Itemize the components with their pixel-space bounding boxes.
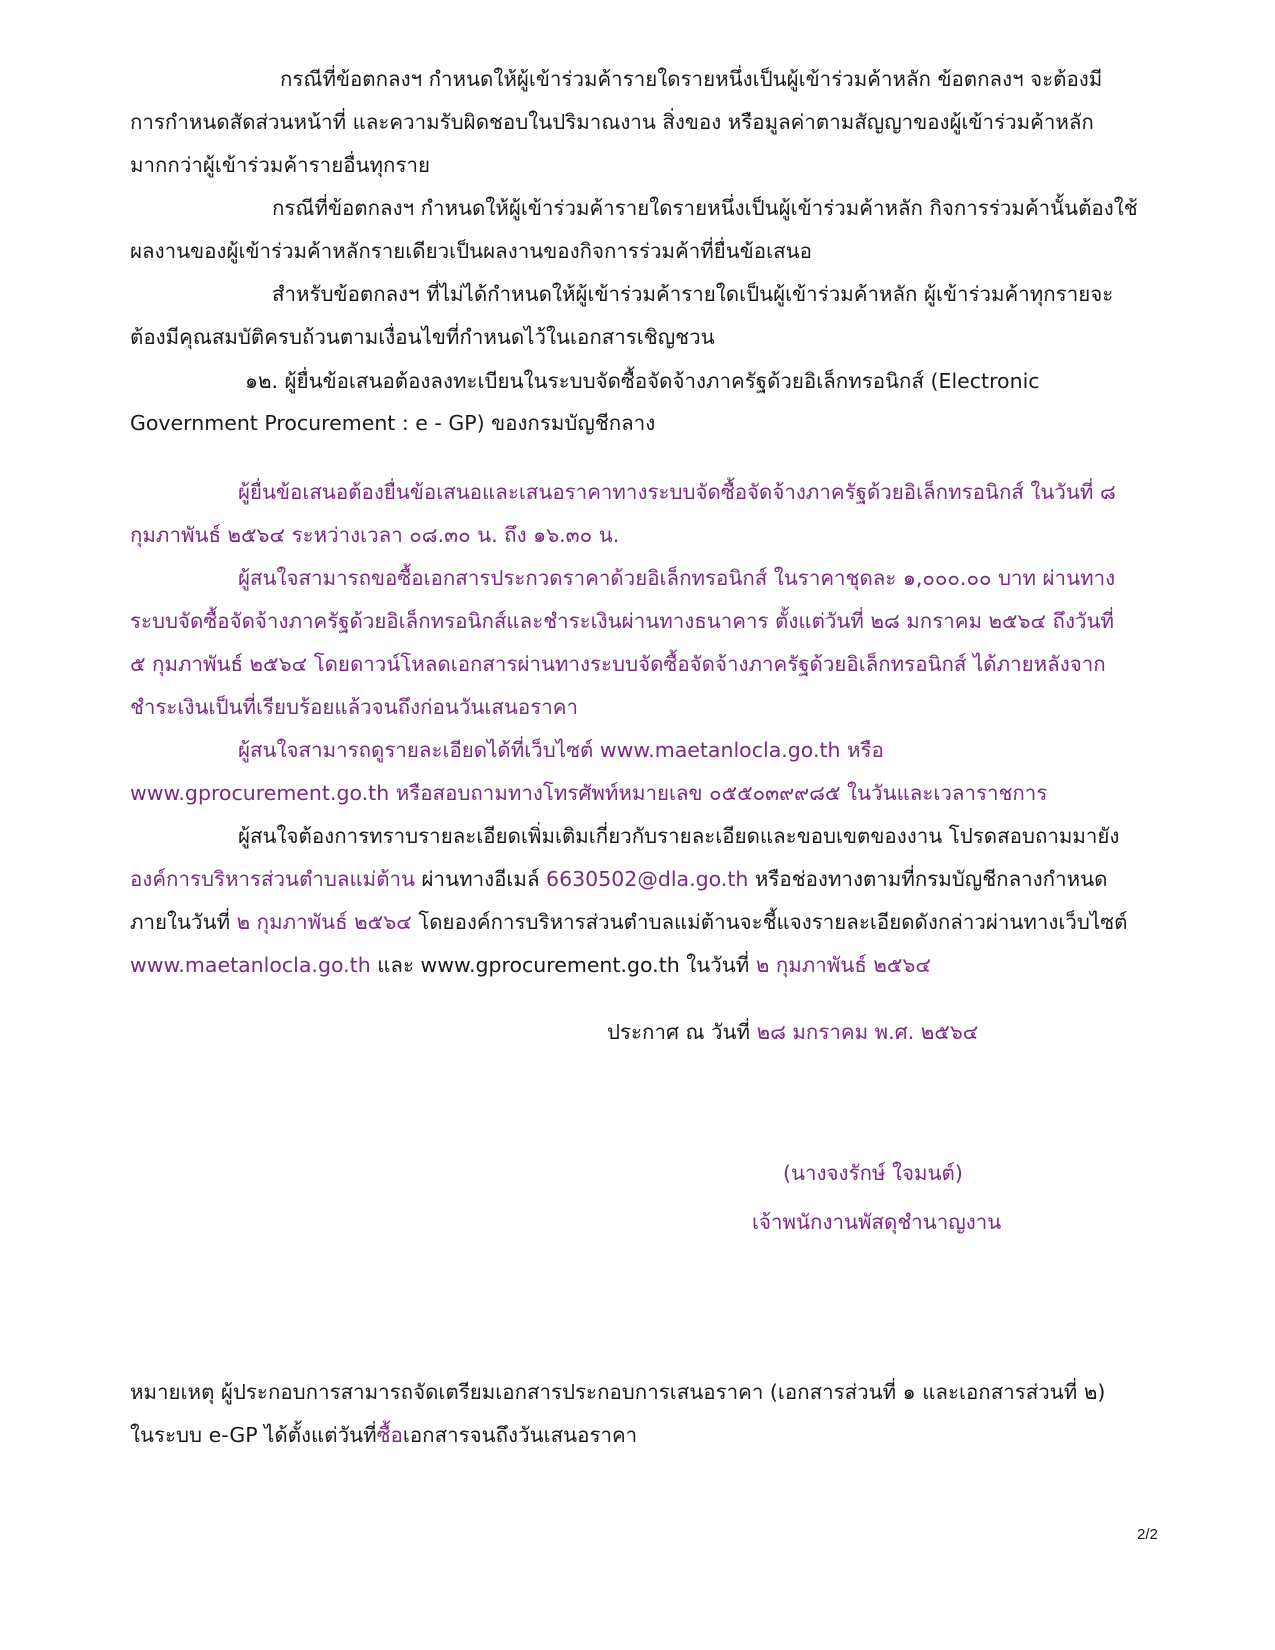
- signer-name: (นางจงรักษ์ ใจมนต์): [783, 1161, 963, 1185]
- paragraph-line: [130, 864, 1107, 894]
- paragraph-line: [130, 950, 931, 980]
- paragraph-line: Government Procurement : e - GP) ของกรมบัญชีกลาง: [130, 411, 656, 435]
- paragraph-line: ผู้ยื่นข้อเสนอต้องยื่นข้อเสนอและเสนอราคาทางระบบจัดซื้อจัดจ้างภาครัฐด้วยอิเล็กทรอนิกส์ ในวันที่ ๘: [238, 480, 1116, 504]
- paragraph-line: ผลงานของผู้เข้าร่วมค้าหลักรายเดียวเป็นผลงานของกิจการร่วมค้าที่ยื่นข้อเสนอ: [130, 239, 812, 263]
- paragraph-line: ๕ กุมภาพันธ์ ๒๕๖๔ โดยดาวน์โหลดเอกสารผ่านทางระบบจัดซื้อจัดจ้างภาครัฐด้วยอิเล็กทรอนิกส์ ได้ภายหลังจาก: [130, 652, 1106, 676]
- paragraph-line: ผู้สนใจสามารถขอซื้อเอกสารประกวดราคาด้วยอิเล็กทรอนิกส์ ในราคาชุดละ ๑,๐๐๐.๐๐ บาท ผ่านทาง: [238, 566, 1116, 590]
- text-run: หรือช่องทางตามที่กรมบัญชีกลางกำหนด: [748, 867, 1108, 891]
- announcement-date: [607, 1017, 978, 1047]
- signer-position: เจ้าพนักงานพัสดุชำนาญงาน: [752, 1210, 1002, 1234]
- text-run: โดยองค์การบริหารส่วนตำบลแม่ต้านจะชี้แจงรายละเอียดดังกล่าวผ่านทางเว็บไซต์: [411, 910, 1128, 934]
- text-run: ภายในวันที่: [130, 910, 237, 934]
- paragraph-line: [130, 907, 1127, 937]
- text-run: ในระบบ e-GP ได้ตั้งแต่วันที่: [130, 1423, 377, 1447]
- paragraph-line: ชำระเงินเป็นที่เรียบร้อยแล้วจนถึงก่อนวันเสนอราคา: [130, 695, 578, 719]
- date-text: ๒๘ มกราคม พ.ศ. ๒๕๖๔: [756, 1020, 979, 1044]
- paragraph-line: ผู้สนใจต้องการทราบรายละเอียดเพิ่มเติมเกี่ยวกับรายละเอียดและขอบเขตของงาน โปรดสอบถามมายัง: [238, 824, 1120, 848]
- paragraph-line: ระบบจัดซื้อจัดจ้างภาครัฐด้วยอิเล็กทรอนิกส์และชำระเงินผ่านทางธนาคาร ตั้งแต่วันที่ ๒๘ มกราคม ๒๕๖๔ ถึงวันที่: [130, 609, 1115, 633]
- text-run: และ www.gprocurement.go.th ในวันที่: [370, 953, 756, 977]
- note-line: [130, 1420, 637, 1450]
- text-run: ประกาศ ณ วันที่: [607, 1020, 757, 1044]
- paragraph-line: ต้องมีคุณสมบัติครบถ้วนตามเงื่อนไขที่กำหนดไว้ในเอกสารเชิญชวน: [130, 325, 715, 349]
- paragraph-line: มากกว่าผู้เข้าร่วมค้ารายอื่นทุกราย: [130, 153, 430, 177]
- text-run: เอกสารจนถึงวันเสนอราคา: [402, 1423, 638, 1447]
- paragraph-line: ผู้สนใจสามารถดูรายละเอียดได้ที่เว็บไซต์ www.maetanlocla.go.th หรือ: [238, 738, 884, 762]
- text-run: ผ่านทางอีเมล์: [415, 867, 547, 891]
- website-link: www.maetanlocla.go.th: [130, 953, 371, 977]
- paragraph-line: กรณีที่ข้อตกลงฯ กำหนดให้ผู้เข้าร่วมค้ารายใดรายหนึ่งเป็นผู้เข้าร่วมค้าหลัก กิจการร่วมค้านั้นต้องใช้: [272, 196, 1138, 220]
- paragraph-line: กุมภาพันธ์ ๒๕๖๔ ระหว่างเวลา ๐๘.๓๐ น. ถึง ๑๖.๓๐ น.: [130, 523, 620, 547]
- organization-name: องค์การบริหารส่วนตำบลแม่ต้าน: [130, 867, 416, 891]
- note-line: หมายเหตุ ผู้ประกอบการสามารถจัดเตรียมเอกสารประกอบการเสนอราคา (เอกสารส่วนที่ ๑ และเอกสารส่วนที่ ๒): [130, 1380, 1106, 1404]
- email-address: 6630502@dla.go.th: [546, 867, 749, 891]
- paragraph-line: ๑๒. ผู้ยื่นข้อเสนอต้องลงทะเบียนในระบบจัดซื้อจัดจ้างภาครัฐด้วยอิเล็กทรอนิกส์ (Electronic: [245, 369, 1040, 393]
- paragraph-line: www.gprocurement.go.th หรือสอบถามทางโทรศัพท์หมายเลข ๐๕๕๐๓๙๙๘๕ ในวันและเวลาราชการ: [130, 781, 1048, 805]
- date-text: ๒ กุมภาพันธ์ ๒๕๖๔: [236, 910, 412, 934]
- highlighted-word: ซื้อ: [376, 1423, 403, 1447]
- paragraph-line: สำหรับข้อตกลงฯ ที่ไม่ได้กำหนดให้ผู้เข้าร่วมค้ารายใดเป็นผู้เข้าร่วมค้าหลัก ผู้เข้าร่วมค้าทุกรายจะ: [272, 282, 1114, 306]
- paragraph-line: การกำหนดสัดส่วนหน้าที่ และความรับผิดชอบในปริมาณงาน สิ่งของ หรือมูลค่าตามสัญญาของผู้เข้าร่วมค้าหลัก: [130, 110, 1094, 134]
- date-text: ๒ กุมภาพันธ์ ๒๕๖๔: [755, 953, 931, 977]
- page-number: 2/2: [1137, 1526, 1158, 1543]
- paragraph-line: กรณีที่ข้อตกลงฯ กำหนดให้ผู้เข้าร่วมค้ารายใดรายหนึ่งเป็นผู้เข้าร่วมค้าหลัก ข้อตกลงฯ จะต้องมี: [280, 67, 1103, 91]
